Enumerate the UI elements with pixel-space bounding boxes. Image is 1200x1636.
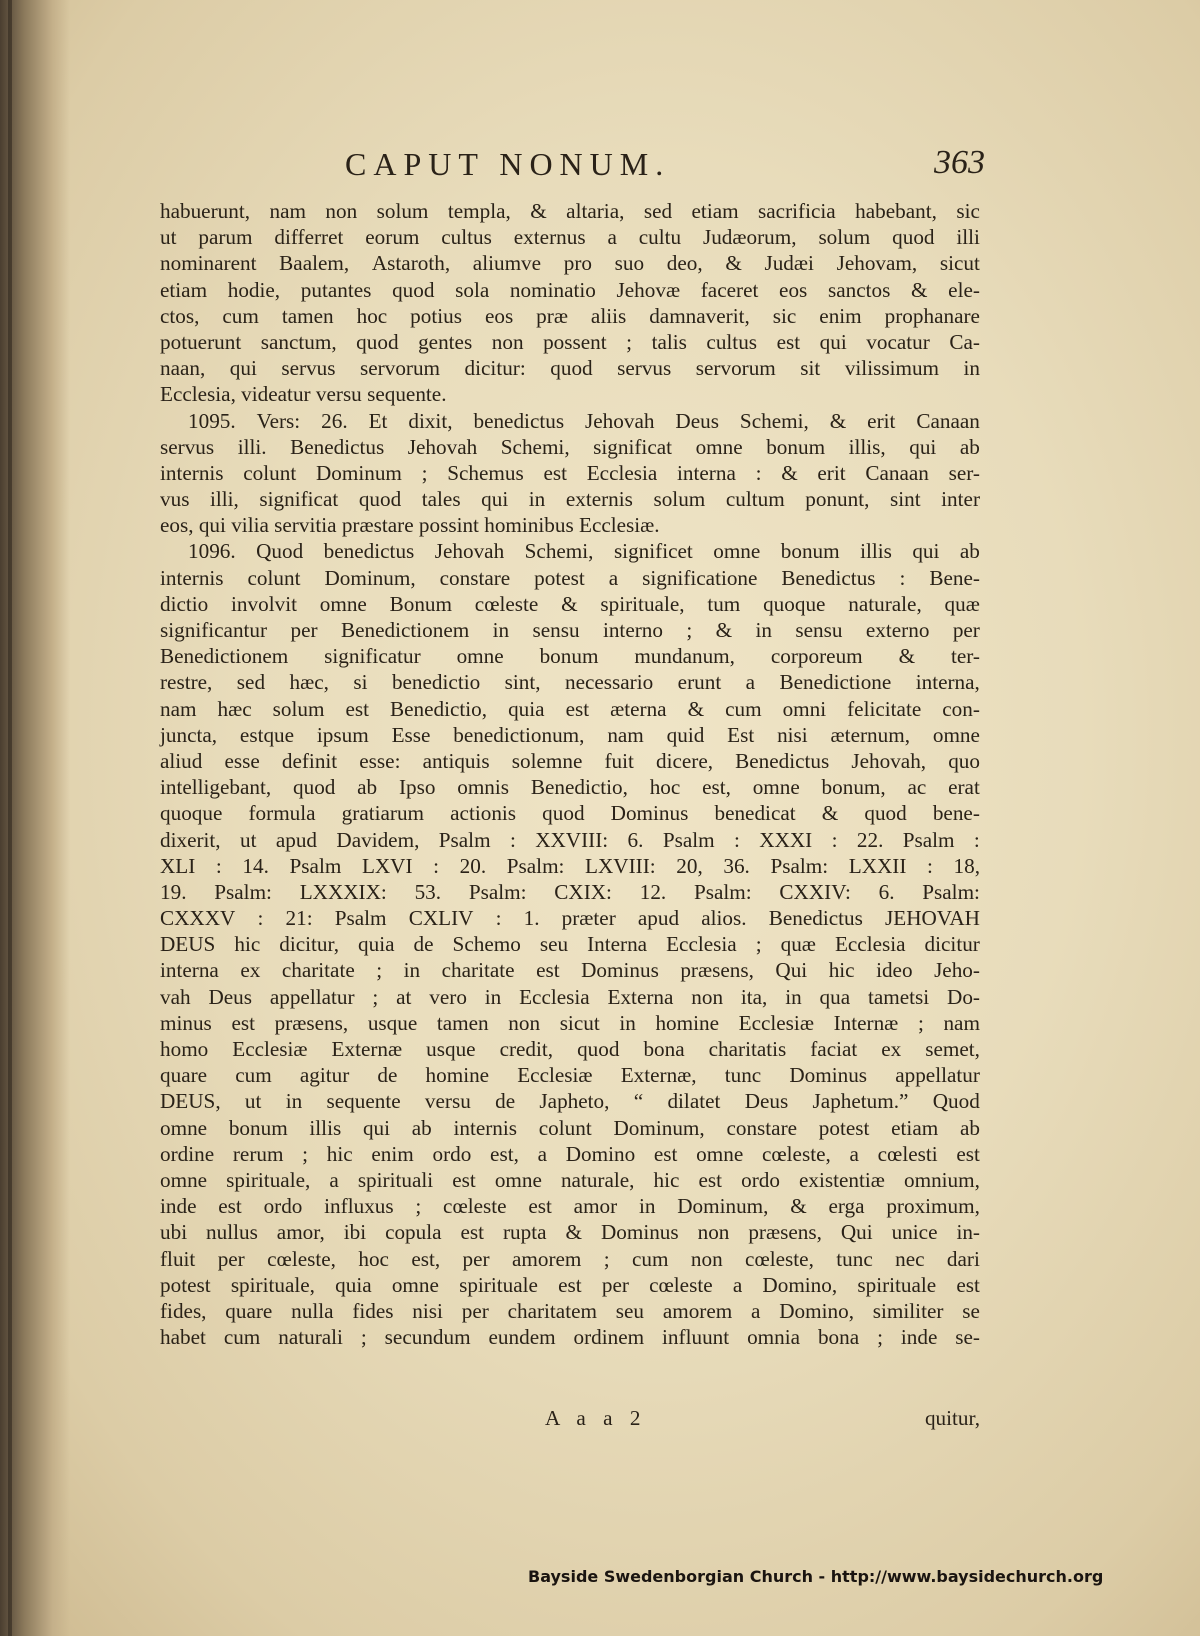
text-line: interna ex charitate ; in charitate est Dominus præsens, Qui hic ideo Jeho- [160,958,980,983]
text-line: habuerunt, nam non solum templa, & altaria, sed etiam sacrificia habebant, sic [160,199,980,223]
text-line: servus illi. Benedictus Jehovah Schemi, significat omne bonum illis, qui ab [160,434,980,459]
catchword: quitur, [924,1406,980,1430]
text-line: habet cum naturali ; secundum eundem ordinem influunt omnia bona ; inde se- [160,1325,980,1350]
text-line: 19. Psalm: LXXXIX: 53. Psalm: CXIX: 12. Psalm: CXXIV: 6. Psalm: [160,879,980,904]
text-line: ordine rerum ; hic enim ordo est, a Domino est omne cœleste, a cœlesti est [160,1141,980,1166]
text-line: aliud esse definit esse: antiquis solemne fuit dicere, Benedictus Jehovah, quo [160,748,980,773]
running-title: CAPUT NONUM. [345,146,671,182]
text-line: vah Deus appellatur ; at vero in Ecclesia Externa non ita, in qua tametsi Do- [160,984,980,1009]
text-line: eos, qui vilia servitia præstare possint hominibus Ecclesiæ. [160,513,660,538]
text-line: inde est ordo influxus ; cœleste est amor in Dominum, & erga proximum, [160,1194,980,1219]
text-line: fides, quare nulla fides nisi per charitatem seu amorem a Domino, similiter se [160,1298,980,1323]
book-spine-edge [8,0,12,1636]
body-text [160,198,980,1350]
signature-mark: A a a 2 [545,1406,647,1430]
text-line: dixerit, ut apud Davidem, Psalm : XXVIII: 6. Psalm : XXXI : 22. Psalm : [160,827,980,852]
text-line: Ecclesia, videatur versu sequente. [160,382,447,407]
text-line: XLI : 14. Psalm LXVI : 20. Psalm: LXVIII: 20, 36. Psalm: LXXII : 18, [160,853,980,878]
running-head [160,146,1000,186]
text-line: minus est præsens, usque tamen non sicut in homine Ecclesiæ Internæ ; nam [160,1010,980,1035]
text-line: DEUS hic dicitur, quia de Schemo seu Interna Ecclesia ; quæ Ecclesia dicitur [160,932,980,957]
text-line: etiam hodie, putantes quod sola nominatio Jehovæ faceret eos sanctos & ele- [160,277,980,302]
text-line: internis colunt Dominum ; Schemus est Ecclesia interna : & erit Canaan ser- [160,460,980,485]
text-line: Benedictionem significatur omne bonum mundanum, corporeum & ter- [160,644,980,669]
text-line: nam hæc solum est Benedictio, quia est æterna & cum omni felicitate con- [160,696,980,721]
text-line: restre, sed hæc, si benedictio sint, necessario erunt a Benedictione interna, [160,670,980,695]
text-line: potest spirituale, quia omne spirituale est per cœleste a Domino, spirituale est [160,1272,980,1297]
text-line: nominarent Baalem, Astaroth, aliumve pro suo deo, & Judæi Jehovam, sicut [160,251,980,276]
watermark: Bayside Swedenborgian Church - http://www.baysidechurch.org [528,1567,1104,1586]
text-line: homo Ecclesiæ Externæ usque credit, quod bona charitatis faciat ex semet, [160,1037,980,1061]
text-line: quare cum agitur de homine Ecclesiæ Externæ, tunc Dominus appellatur [160,1063,980,1088]
text-line: 1096. Quod benedictus Jehovah Schemi, significet omne bonum illis qui ab [188,539,980,564]
text-line: vus illi, significat quod tales qui in externis solum cultum ponunt, sint inter [160,487,980,512]
text-line: 1095. Vers: 26. Et dixit, benedictus Jehovah Deus Schemi, & erit Canaan [188,408,980,433]
text-line: significantur per Benedictionem in sensu interno ; & in sensu externo per [160,618,980,642]
text-line: ctos, cum tamen hoc potius eos præ aliis damnaverit, sic enim prophanare [160,303,980,328]
text-line: naan, qui servus servorum dicitur: quod servus servorum sit vilissimum in [160,356,980,381]
text-line: quoque formula gratiarum actionis quod Dominus benedicat & quod bene- [160,801,980,826]
text-line: ut parum differret eorum cultus externus a cultu Judæorum, solum quod illi [160,225,980,250]
text-line: omne spirituale, a spirituali est omne naturale, hic est ordo existentiæ omnium, [160,1167,980,1192]
text-line: CXXXV : 21: Psalm CXLIV : 1. præter apud alios. Benedictus JEHOVAH [160,906,980,931]
text-line: intelligebant, quod ab Ipso omnis Benedictio, hoc est, omne bonum, ac erat [160,775,980,800]
text-line: fluit per cœleste, hoc est, per amorem ; cum non cœleste, tunc nec dari [160,1246,980,1271]
page-footer [160,1406,980,1434]
text-line: juncta, estque ipsum Esse benedictionum, nam quid Est nisi æternum, omne [160,722,980,747]
page-number: 363 [934,144,985,181]
text-line: omne bonum illis qui ab internis colunt Dominum, constare potest etiam ab [160,1115,980,1140]
text-line: internis colunt Dominum, constare potest a significatione Benedictus : Bene- [160,565,980,590]
text-line: dictio involvit omne Bonum cœleste & spirituale, tum quoque naturale, quæ [160,591,980,616]
text-line: potuerunt sanctum, quod gentes non possent ; talis cultus est qui vocatur Ca- [160,329,980,354]
text-line: ubi nullus amor, ibi copula est rupta & Dominus non præsens, Qui unice in- [160,1220,980,1245]
text-line: DEUS, ut in sequente versu de Japheto, “ dilatet Deus Japhetum.” Quod [160,1089,980,1114]
